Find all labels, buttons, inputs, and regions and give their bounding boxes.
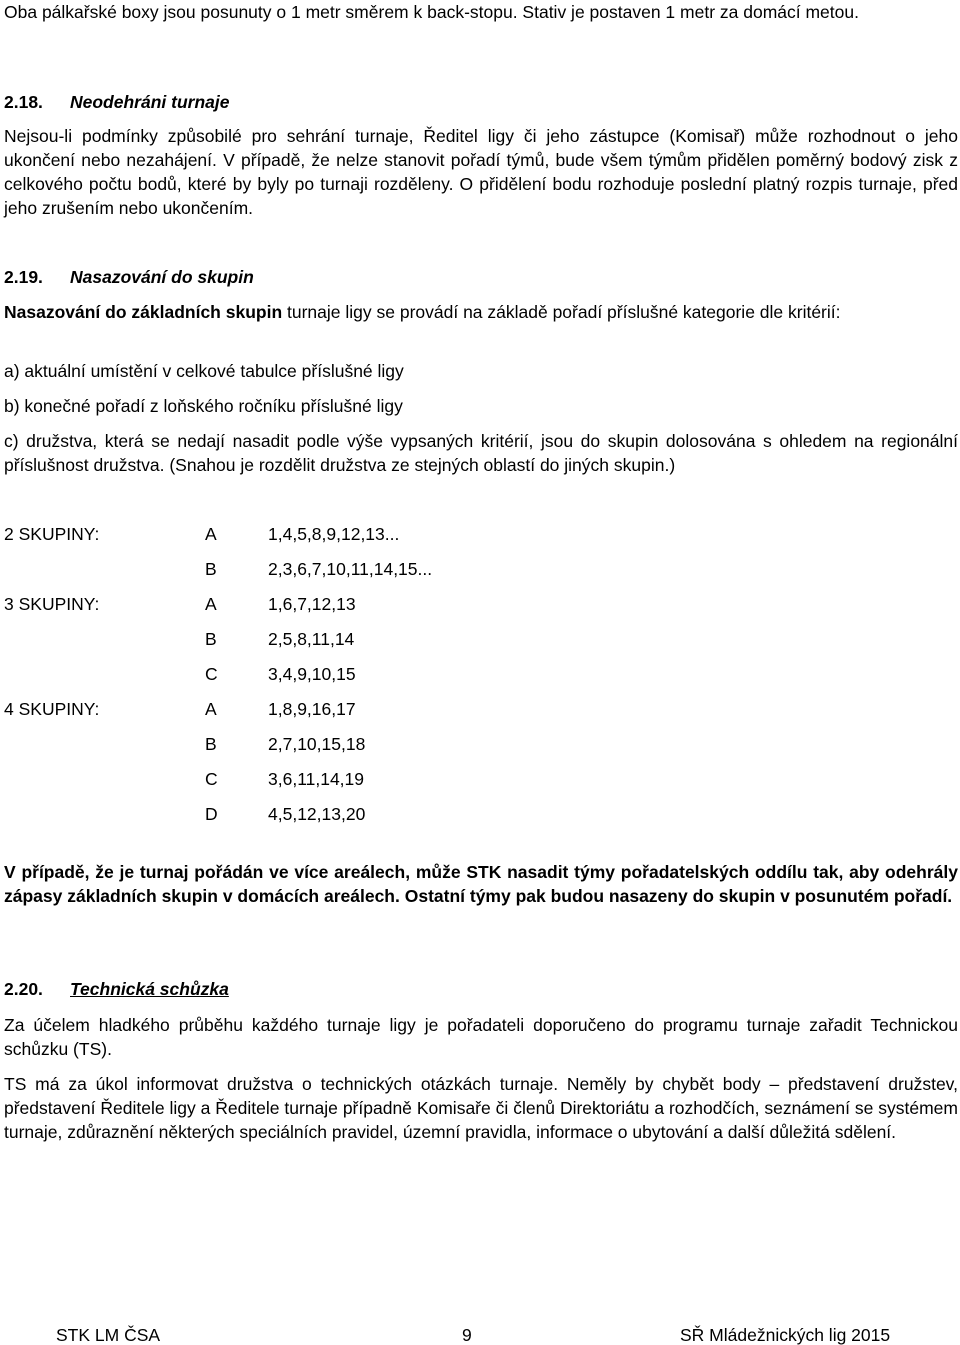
section-number: 2.19.	[4, 267, 43, 287]
footer-left: STK LM ČSA	[56, 1325, 161, 1345]
group-count-label: 2 SKUPINY:	[4, 524, 100, 544]
section-title: Nasazování do skupin	[70, 267, 254, 287]
section-title: Neodehráni turnaje	[70, 92, 230, 112]
group-letter: B	[205, 559, 217, 579]
group-row	[4, 662, 604, 697]
intro-paragraph: Oba pálkařské boxy jsou posunuty o 1 metr směrem k back-stopu. Stativ je postaven 1 metr za domácí metou.	[4, 2, 859, 22]
group-seeds: 1,4,5,8,9,12,13...	[268, 524, 400, 544]
group-letter: C	[205, 769, 218, 789]
section-title: Technická schůzka	[70, 979, 229, 999]
group-seeds: 1,8,9,16,17	[268, 699, 356, 719]
footer-right: SŘ Mládežnických lig 2015	[680, 1325, 891, 1345]
footer-page-number: 9	[462, 1325, 472, 1345]
group-row	[4, 627, 604, 662]
seeding-intro-paragraph	[4, 300, 958, 324]
section-2-20-paragraph-2: TS má za úkol informovat družstva o technických otázkách turnaje. Neměly by chybět body – představení družstev, představení Ředitele ligy a Ředitele turnaje případně Komisaře či členů Direktoriátu a rozhodčích, seznámení se systémem turnaje, zdůraznění některých speciálních pravidel, územní pravidla, informace o ubytování a další důležitá sdělení.	[4, 1074, 958, 1142]
group-seeds: 2,3,6,7,10,11,14,15...	[268, 559, 433, 579]
group-row	[4, 802, 604, 837]
seeding-intro-bold: Nasazování do základních skupin	[4, 302, 283, 322]
criterion-c: c) družstva, která se nedají nasadit podle výše vypsaných kritérií, jsou do skupin dolosována s ohledem na regionální příslušnost družstva. (Snahou je rozdělit družstva ze stejných oblastí do jiných skupin.)	[4, 431, 958, 475]
group-row	[4, 697, 604, 732]
group-row	[4, 557, 604, 592]
section-number: 2.18.	[4, 92, 43, 112]
group-seeds: 1,6,7,12,13	[268, 594, 356, 614]
group-seeds: 4,5,12,13,20	[268, 804, 366, 824]
group-seeds: 2,7,10,15,18	[268, 734, 366, 754]
group-seeds: 3,4,9,10,15	[268, 664, 356, 684]
group-row	[4, 767, 604, 802]
section-number: 2.20.	[4, 979, 43, 999]
group-count-label: 3 SKUPINY:	[4, 594, 100, 614]
group-row	[4, 732, 604, 767]
group-letter: D	[205, 804, 218, 824]
seeding-intro-rest: turnaje ligy se provádí na základě pořadí příslušné kategorie dle kritérií:	[282, 302, 841, 322]
criterion-b: b) konečné pořadí z loňského ročníku příslušné ligy	[4, 396, 403, 416]
multi-venue-paragraph: V případě, že je turnaj pořádán ve více areálech, může STK nasadit týmy pořadatelských oddílu tak, aby odehrály zápasy základních skupin v domácích areálech. Ostatní týmy pak budou nasazeny do skupin v posunutém pořadí.	[4, 862, 958, 906]
group-count-label: 4 SKUPINY:	[4, 699, 100, 719]
group-letter: B	[205, 629, 217, 649]
group-letter: A	[205, 699, 217, 719]
group-letter: A	[205, 524, 217, 544]
section-2-20-paragraph-1: Za účelem hladkého průběhu každého turnaje ligy je pořadateli doporučeno do programu turnaje zařadit Technickou schůzku (TS).	[4, 1015, 958, 1059]
section-2-19-heading	[4, 265, 958, 289]
group-letter: C	[205, 664, 218, 684]
group-row	[4, 522, 604, 557]
group-seeds: 3,6,11,14,19	[268, 769, 365, 789]
group-letter: A	[205, 594, 217, 614]
group-letter: B	[205, 734, 217, 754]
criterion-a: a) aktuální umístění v celkové tabulce příslušné ligy	[4, 361, 404, 381]
section-2-20-heading	[4, 977, 958, 1001]
group-row	[4, 592, 604, 627]
groups-table	[4, 522, 604, 837]
group-seeds: 2,5,8,11,14	[268, 629, 355, 649]
section-2-18-paragraph: Nejsou-li podmínky způsobilé pro sehrání turnaje, Ředitel ligy či jeho zástupce (Komisař) může rozhodnout o jeho ukončení nebo nezahájení. V případě, že nelze stanovit pořadí týmů, bude všem týmům přidělen poměrný bodový zisk z celkového počtu bodů, které by byly po turnaji rozděleny. O přidělení bodu rozhoduje poslední platný rozpis turnaje, před jeho zrušením nebo ukončením.	[4, 126, 958, 218]
section-2-18-heading	[4, 90, 958, 114]
